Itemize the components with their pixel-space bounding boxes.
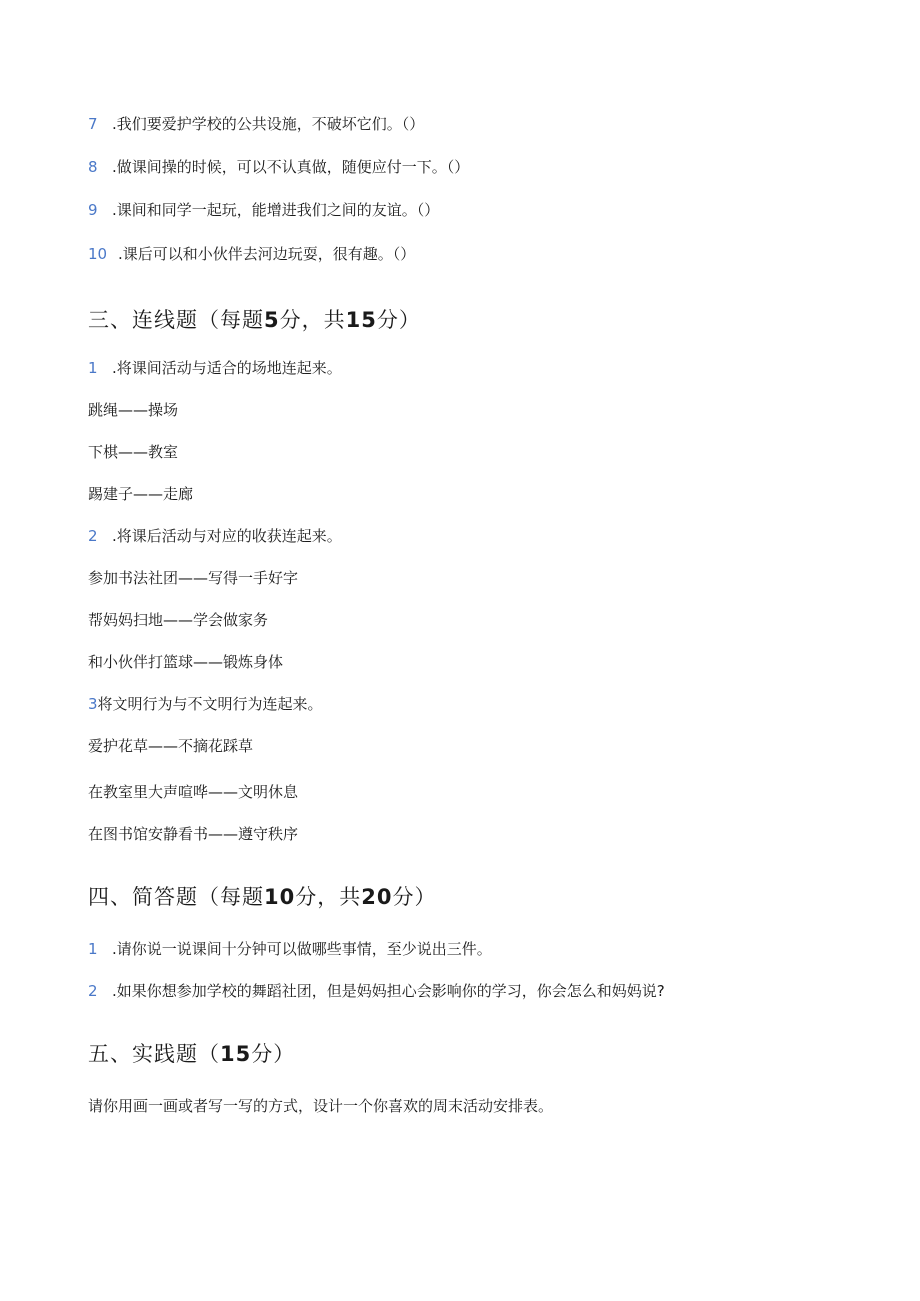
- section-3-question-3: [88, 694, 323, 714]
- question-text: .我们要爱护学校的公共设施，不破坏它们。（）: [112, 115, 425, 133]
- match-item: 爱护花草——不摘花踩草: [88, 737, 254, 755]
- match-item: 和小伙伴打篮球——锻炼身体: [88, 653, 284, 671]
- question-text: .将课后活动与对应的收获连起来。: [112, 527, 342, 545]
- question-text: .如果你想参加学校的舞蹈社团，但是妈妈担心会影响你的学习，你会怎么和妈妈说?: [112, 982, 665, 1000]
- match-item: 参加书法社团——写得一手好字: [88, 569, 299, 587]
- question-number: 9: [88, 201, 98, 219]
- question-number: 1: [88, 940, 98, 958]
- question-10: [88, 244, 415, 264]
- match-item: 下棋——教室: [88, 443, 179, 461]
- section-4-heading: 四、简答题（每题10分，共20分）: [88, 885, 437, 909]
- question-9: [88, 200, 439, 220]
- question-7: [88, 114, 424, 134]
- question-number: 3: [88, 695, 98, 713]
- section-3-heading: 三、连线题（每题5分，共15分）: [88, 308, 421, 332]
- question-text: 将文明行为与不文明行为连起来。: [97, 695, 323, 713]
- section-5-heading: 五、实践题（15分）: [88, 1042, 296, 1066]
- match-item: 踢建子——走廊: [88, 485, 194, 503]
- section-4-question-2: [88, 981, 665, 1001]
- section-5-prompt: 请你用画一画或者写一写的方式，设计一个你喜欢的周末活动安排表。: [88, 1097, 554, 1115]
- question-text: .课间和同学一起玩，能增进我们之间的友谊。（）: [112, 201, 440, 219]
- section-4-question-1: [88, 939, 492, 959]
- match-item: 跳绳——操场: [88, 401, 179, 419]
- question-text: .课后可以和小伙伴去河边玩耍，很有趣。（）: [118, 245, 416, 263]
- question-text: .将课间活动与适合的场地连起来。: [112, 359, 342, 377]
- question-number: 8: [88, 158, 98, 176]
- section-3-question-2: [88, 526, 342, 546]
- question-number: 1: [88, 359, 98, 377]
- section-3-question-1: [88, 358, 342, 378]
- question-number: 2: [88, 527, 98, 545]
- question-number: 2: [88, 982, 98, 1000]
- match-item: 帮妈妈扫地——学会做家务: [88, 611, 269, 629]
- question-text: .做课间操的时候，可以不认真做，随便应付一下。（）: [112, 158, 470, 176]
- question-number: 10: [88, 245, 108, 263]
- question-number: 7: [88, 115, 98, 133]
- question-8: [88, 157, 469, 177]
- question-text: .请你说一说课间十分钟可以做哪些事情，至少说出三件。: [112, 940, 492, 958]
- match-item: 在教室里大声喧哗——文明休息: [88, 783, 299, 801]
- match-item: 在图书馆安静看书——遵守秩序: [88, 825, 299, 843]
